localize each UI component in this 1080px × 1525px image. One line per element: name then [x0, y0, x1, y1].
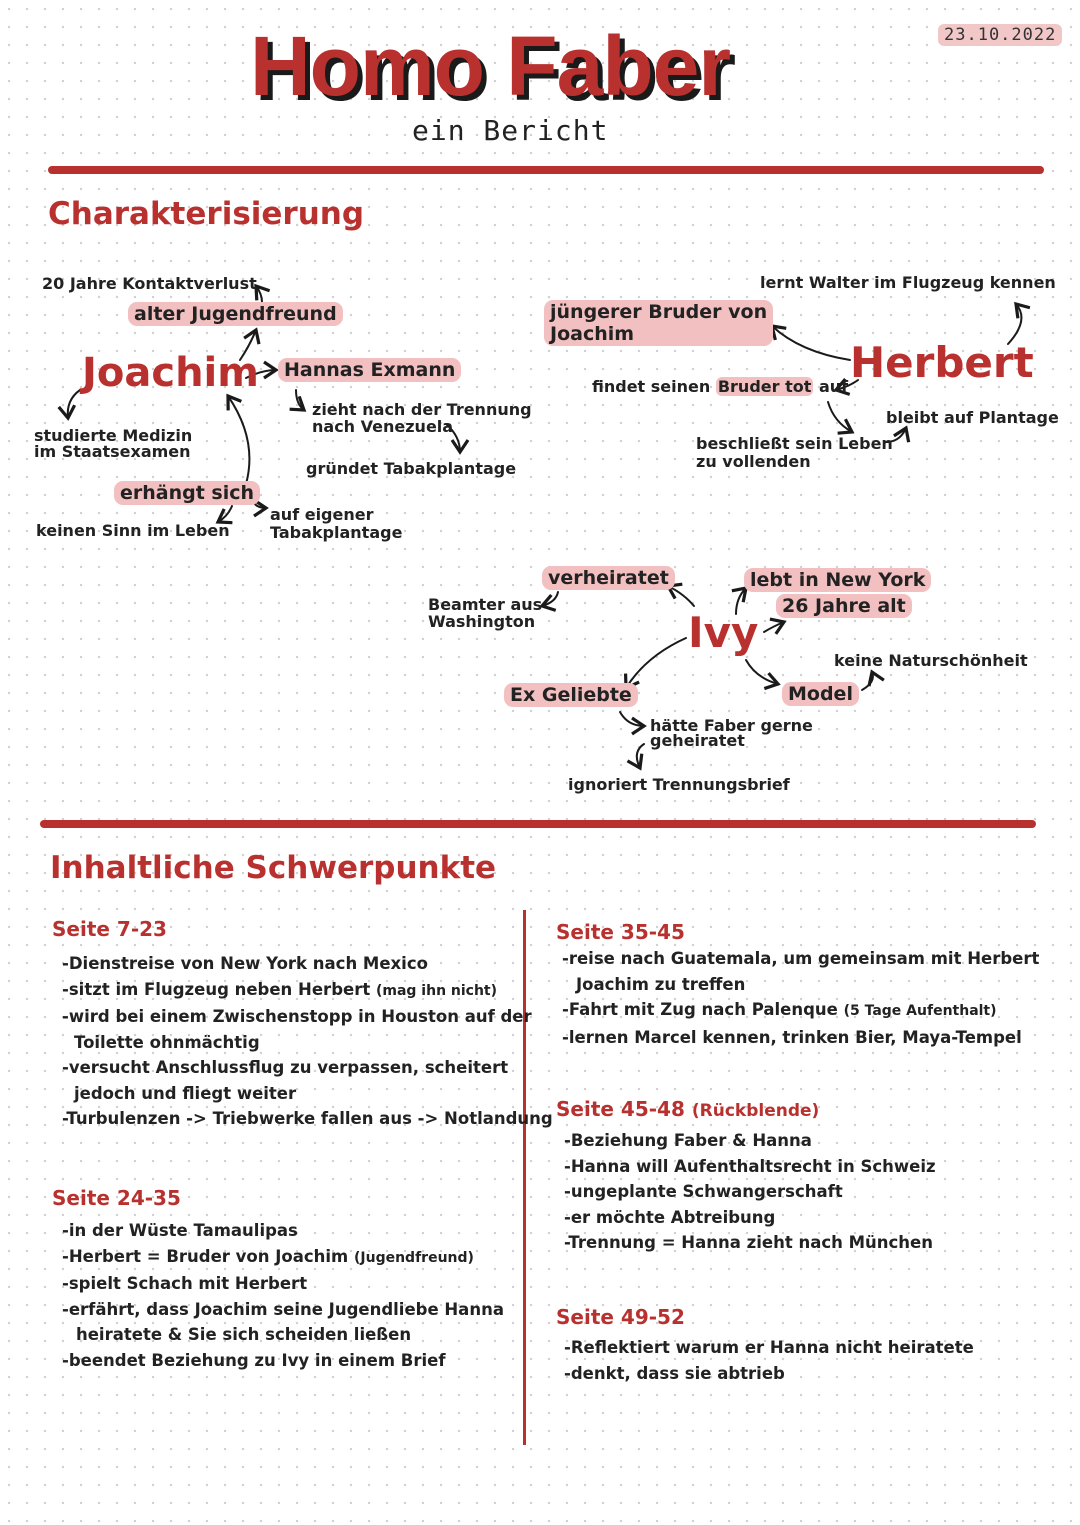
section-title-49-52: Seite 49-52: [556, 1305, 685, 1329]
page-subtitle: ein Bericht: [412, 114, 609, 147]
herbert-plantage: bleibt auf Plantage: [886, 408, 1059, 427]
list-item: -erfährt, dass Joachim seine Jugendliebe Hanna: [62, 1299, 504, 1319]
section-title-7-23: Seite 7-23: [52, 917, 167, 941]
list-item: -Reflektiert warum er Hanna nicht heiratete: [564, 1338, 974, 1357]
arrow-erhaengt-joachim: [228, 396, 249, 484]
joachim-sinn: keinen Sinn im Leben: [36, 521, 230, 540]
section-title-45-48: [556, 1097, 819, 1121]
list-item-note: (Jugendfreund): [354, 1249, 474, 1266]
list-item: -Trennung = Hanna zieht nach München: [564, 1233, 933, 1252]
ivy-geheiratet-1: hätte Faber gerne: [650, 716, 813, 735]
ivy-geheiratet-2: geheiratet: [650, 731, 745, 750]
section-heading-content: Inhaltliche Schwerpunkte: [50, 850, 497, 886]
arrow-exmann-venezuela: [296, 390, 304, 410]
list-item: -denkt, dass sie abtrieb: [564, 1363, 785, 1383]
list-7-23: [62, 951, 553, 1132]
ivy-alter: 26 Jahre alt: [776, 594, 912, 618]
arrow-herbert-bruder: [772, 326, 850, 360]
arrow-ivy-alter: [764, 622, 784, 632]
arrow-erhaengt-sinn: [218, 506, 232, 522]
joachim-exmann: Hannas Exmann: [278, 358, 461, 382]
section-title-35-45: Seite 35-45: [556, 920, 685, 944]
herbert-bruder-1: jüngerer Bruder von: [550, 301, 768, 323]
ivy-beamter-2: Washington: [428, 612, 536, 631]
ivy-model: Model: [782, 682, 859, 706]
list-item: -reise nach Guatemala, um gemeinsam mit Herbert: [562, 949, 1040, 968]
list-item: -Turbulenzen -> Triebwerke fallen aus -> Notlandung: [62, 1109, 553, 1128]
herbert-name: Herbert: [850, 338, 1034, 387]
arrow-ivy-verheiratet: [668, 586, 694, 606]
herbert-leben-2: zu vollenden: [696, 452, 811, 471]
ivy-schoenheit: keine Naturschönheit: [834, 651, 1028, 670]
list-item: Toilette ohnmächtig: [74, 1032, 260, 1052]
section-heading-characterization: Charakterisierung: [48, 196, 365, 232]
herbert-findet: [592, 378, 848, 395]
list-item: heiratete & Sie sich scheiden ließen: [76, 1325, 412, 1344]
joachim-venezuela-1: zieht nach der Trennung: [312, 400, 532, 419]
list-item: -Dienstreise von New York nach Mexico: [62, 954, 428, 973]
list-item: -wird bei einem Zwischenstopp in Houston auf der: [62, 1007, 532, 1026]
ivy-trennungsbrief: ignoriert Trennungsbrief: [568, 775, 790, 794]
herbert-bruder-2: Joachim: [550, 323, 635, 345]
ivy-verheiratet: verheiratet: [542, 566, 675, 590]
list-item: -Beziehung Faber & Hanna: [564, 1131, 812, 1150]
list-item: [62, 977, 553, 1005]
joachim-kontaktverlust: 20 Jahre Kontaktverlust: [42, 274, 257, 293]
list-item: -in der Wüste Tamaulipas: [62, 1221, 298, 1240]
list-item: -lernen Marcel kennen, trinken Bier, Maya-Tempel: [562, 1027, 1022, 1047]
list-item-text: -Herbert = Bruder von Joachim: [62, 1246, 349, 1266]
joachim-tabakplantage: gründet Tabakplantage: [306, 459, 517, 478]
page-title: Homo Faber: [250, 19, 731, 113]
ivy-newyork: lebt in New York: [744, 568, 931, 592]
herbert-bruder: [544, 300, 773, 346]
list-item-text: -sitzt im Flugzeug neben Herbert: [62, 979, 371, 999]
joachim-jugendfreund: alter Jugendfreund: [128, 302, 343, 326]
list-item-note: (5 Tage Aufenthalt): [843, 1003, 997, 1019]
list-item-text: -Fahrt mit Zug nach Palenque: [562, 1000, 838, 1019]
joachim-medizin-2: im Staatsexamen: [34, 442, 191, 461]
middle-divider: [40, 820, 1036, 828]
arrow-ivy-model: [746, 660, 778, 684]
list-item: -er möchte Abtreibung: [564, 1207, 776, 1227]
joachim-medizin-1: studierte Medizin: [34, 426, 193, 445]
herbert-leben-1: beschließt sein Leben: [696, 434, 893, 453]
list-item: -beendet Beziehung zu Ivy in einem Brief: [62, 1350, 446, 1370]
list-35-45: [562, 946, 1039, 1050]
arrow-findet-leben: [828, 402, 852, 432]
ivy-name: Ivy: [688, 608, 759, 657]
arrow-verheiratet-beamter: [542, 592, 558, 606]
arrow-geheiratet-brief: [637, 744, 644, 768]
section-title-45-48-note: (Rückblende): [691, 1101, 820, 1121]
joachim-venezuela-2: nach Venezuela: [312, 417, 454, 436]
ivy-exgeliebte: Ex Geliebte: [504, 683, 638, 707]
list-item-note: (mag ihn nicht): [375, 982, 498, 999]
list-24-35: [62, 1218, 504, 1373]
joachim-erhaengt: erhängt sich: [114, 481, 260, 505]
list-item: -Hanna will Aufenthaltsrecht in Schweiz: [564, 1156, 936, 1176]
date-label: 23.10.2022: [938, 24, 1062, 46]
arrow-ivy-exgeliebte: [626, 638, 686, 688]
ivy-beamter-1: Beamter aus: [428, 595, 543, 614]
list-item: [562, 997, 1039, 1025]
joachim-name: Joachim: [82, 350, 259, 396]
list-45-48: [564, 1128, 936, 1256]
section-title-45-48-text: Seite 45-48: [556, 1097, 685, 1121]
joachim-eigene-2: Tabakplantage: [270, 523, 403, 542]
list-item: [62, 1244, 504, 1272]
list-item: jedoch und fliegt weiter: [74, 1083, 297, 1103]
herbert-findet-post: auf: [818, 377, 849, 396]
list-item: -ungeplante Schwangerschaft: [564, 1182, 843, 1201]
list-item: -spielt Schach mit Herbert: [62, 1274, 308, 1293]
section-title-24-35: Seite 24-35: [52, 1186, 181, 1210]
list-49-52: [564, 1335, 974, 1386]
list-item: Joachim zu treffen: [576, 974, 746, 994]
arrow-joachim-medizin: [68, 390, 80, 418]
arrow-exgeliebte-geheiratet: [620, 712, 644, 726]
herbert-walter: lernt Walter im Flugzeug kennen: [760, 273, 1056, 292]
arrow-model-schoenheit: [862, 672, 873, 690]
joachim-eigene-1: auf eigener: [270, 505, 374, 524]
herbert-findet-mark: Bruder tot: [717, 377, 812, 396]
list-item: -versucht Anschlussflug zu verpassen, scheitert: [62, 1058, 509, 1077]
herbert-findet-pre: findet seinen: [592, 377, 711, 396]
